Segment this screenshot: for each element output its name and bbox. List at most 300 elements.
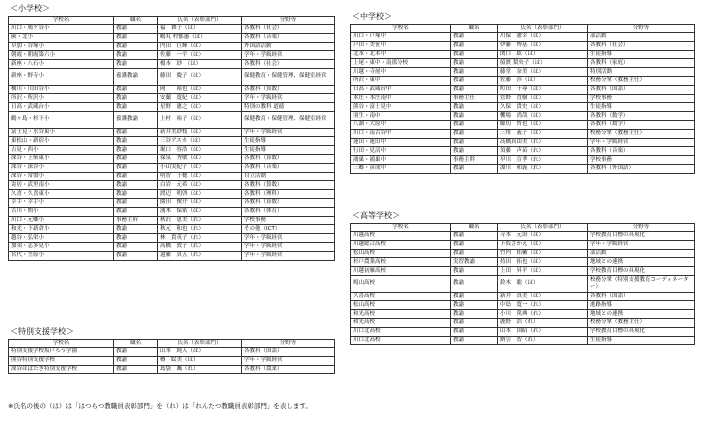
table-row bbox=[9, 365, 335, 374]
position-cell: 教諭 bbox=[114, 42, 158, 51]
table-row bbox=[351, 240, 695, 249]
position-cell: 事務主任 bbox=[451, 94, 498, 103]
table-row bbox=[351, 327, 695, 336]
name-cell: 三谷アスカ（は） bbox=[158, 137, 242, 146]
field-cell: 部活動 bbox=[588, 249, 695, 258]
position-cell: 教諭 bbox=[451, 336, 498, 345]
table-row bbox=[9, 234, 335, 243]
col-header-name: 氏名（表彰部門） bbox=[158, 340, 242, 348]
table-row bbox=[351, 59, 695, 68]
school-cell: 三郷・彦成中 bbox=[351, 164, 451, 173]
field-cell: 各教科（社会） bbox=[242, 60, 335, 69]
school-cell: 朝霞・朝霞第六小 bbox=[9, 51, 114, 60]
school-cell: 鴻巣・鴻巣中 bbox=[351, 156, 451, 165]
name-cell: 白岩 元希（は） bbox=[158, 181, 242, 190]
table-row bbox=[351, 164, 695, 173]
table-row bbox=[9, 42, 335, 51]
name-cell: 船渡 梨央子（は） bbox=[498, 59, 588, 68]
table-row bbox=[351, 249, 695, 258]
table-row bbox=[9, 348, 335, 357]
junior-table bbox=[350, 24, 695, 174]
table-row bbox=[351, 76, 695, 85]
name-cell: 須藤 声苗（れ） bbox=[498, 147, 588, 156]
position-cell: 教諭 bbox=[451, 147, 498, 156]
field-cell: 各教科（家庭） bbox=[588, 59, 695, 68]
col-header-position: 職名 bbox=[451, 224, 498, 232]
field-cell: 生徒指導 bbox=[588, 103, 695, 112]
field-cell: 校務分掌（教務主任） bbox=[588, 318, 695, 327]
position-cell: 教諭 bbox=[451, 301, 498, 310]
name-cell: 小川 篤典（れ） bbox=[498, 310, 588, 319]
position-cell: 教諭 bbox=[114, 154, 158, 163]
name-cell: 鯨切 哲也（は） bbox=[498, 120, 588, 129]
position-cell: 教諭 bbox=[114, 94, 158, 103]
col-header-position: 職名 bbox=[114, 17, 158, 25]
name-cell: 安蘭 寛紀（は） bbox=[158, 94, 242, 103]
position-cell: 教諭 bbox=[451, 249, 498, 258]
field-cell: 学年・学級経営 bbox=[242, 128, 335, 137]
position-cell: 教諭 bbox=[451, 59, 498, 68]
name-cell: 藤堂 奈美（は） bbox=[498, 68, 588, 77]
table-row bbox=[351, 129, 695, 138]
position-cell: 教諭 bbox=[114, 190, 158, 199]
table-row bbox=[9, 146, 335, 155]
name-cell: 浦木 保依（は） bbox=[158, 207, 242, 216]
table-row bbox=[351, 258, 695, 267]
field-cell: 各教科（算数） bbox=[242, 198, 335, 207]
table-row bbox=[9, 172, 335, 181]
position-cell: 教諭 bbox=[451, 129, 498, 138]
name-cell: 保泉 秀敏（は） bbox=[158, 154, 242, 163]
position-cell: 教諭 bbox=[114, 60, 158, 69]
school-cell: 久喜・久喜東小 bbox=[9, 190, 114, 199]
position-cell: 教諭 bbox=[114, 128, 158, 137]
school-cell: 吉川・関小 bbox=[9, 207, 114, 216]
school-cell: 富士見・水谷東小 bbox=[9, 128, 114, 137]
field-cell: 進路指導 bbox=[588, 301, 695, 310]
school-cell: 行田・見沼中 bbox=[351, 147, 451, 156]
position-cell: 教諭 bbox=[114, 365, 158, 374]
position-cell: 教諭 bbox=[114, 103, 158, 112]
table-row bbox=[9, 137, 335, 146]
position-cell: 教諭 bbox=[451, 275, 498, 292]
school-cell: 松山高校 bbox=[351, 249, 451, 258]
table-row bbox=[9, 181, 335, 190]
high-table bbox=[350, 223, 695, 345]
field-cell: 各教科（農業） bbox=[242, 365, 335, 374]
school-cell: 上尾・東中・南那分校 bbox=[351, 59, 451, 68]
school-cell: 川越・寺尾中 bbox=[351, 68, 451, 77]
school-cell: 川口・戸塚中 bbox=[351, 33, 451, 42]
school-cell: 羽生・南中 bbox=[351, 112, 451, 121]
position-cell: 教諭 bbox=[451, 292, 498, 301]
field-cell: 学年・学級経営 bbox=[242, 242, 335, 251]
table-row bbox=[351, 33, 695, 42]
table-row bbox=[9, 198, 335, 207]
school-cell: 東松山・新宿小 bbox=[9, 137, 114, 146]
table-row bbox=[351, 41, 695, 50]
name-cell: 鶴丸 村郁惠（は） bbox=[158, 33, 242, 42]
table-row bbox=[9, 251, 335, 260]
table-row bbox=[351, 275, 695, 292]
name-cell: 佐藤 涉（は） bbox=[498, 76, 588, 85]
table-row bbox=[351, 94, 695, 103]
school-cell: 川口・南古谷中 bbox=[351, 129, 451, 138]
table-row bbox=[9, 216, 335, 225]
position-cell: 教諭 bbox=[451, 310, 498, 319]
position-cell: 教諭 bbox=[451, 76, 498, 85]
table-row bbox=[9, 111, 335, 128]
table-row bbox=[9, 163, 335, 172]
col-header-school: 学校名 bbox=[9, 340, 114, 348]
school-cell: 幸手・幸手小 bbox=[9, 198, 114, 207]
school-cell: 寄居・武里南小 bbox=[9, 181, 114, 190]
position-cell: 教諭 bbox=[114, 181, 158, 190]
school-cell: 特別支援学校坂戸ろう学園 bbox=[9, 348, 114, 357]
high-title: ＜高等学校＞ bbox=[352, 211, 400, 220]
field-cell: 各教科（音楽） bbox=[242, 33, 335, 42]
col-header-school: 学校名 bbox=[351, 224, 451, 232]
school-cell: 熊谷・富士見中 bbox=[351, 103, 451, 112]
junior-title: ＜中学校＞ bbox=[352, 12, 392, 21]
school-cell: 宮代・笠原小 bbox=[9, 251, 114, 260]
position-cell: 教諭 bbox=[114, 33, 158, 42]
table-row bbox=[351, 301, 695, 310]
field-cell: 地域との連携 bbox=[588, 310, 695, 319]
name-cell: 星野 憲之（は） bbox=[158, 103, 242, 112]
name-cell: 饗場 尚哉（は） bbox=[498, 112, 588, 121]
school-cell: 日高・武蔵台小 bbox=[9, 103, 114, 112]
position-cell: 教諭 bbox=[114, 146, 158, 155]
table-row bbox=[351, 103, 695, 112]
field-cell: 保健教育・保健管理、保健室経営 bbox=[242, 68, 335, 85]
name-cell: 寺本 元治（は） bbox=[498, 232, 588, 241]
position-cell: 教諭 bbox=[114, 51, 158, 60]
field-cell: 学校事務 bbox=[588, 94, 695, 103]
field-cell: 生徒指導 bbox=[588, 50, 695, 59]
table-row bbox=[9, 60, 335, 69]
footnote: ※氏名の後の（は）は「はつらつ教職員表彰部門」を（れ）は「れんたつ教職員表彰部門」を表します。 bbox=[8, 402, 312, 410]
school-cell: 戸田・美笹中 bbox=[351, 41, 451, 50]
position-cell: 教諭 bbox=[451, 327, 498, 336]
position-cell: 教諭 bbox=[114, 356, 158, 365]
school-cell: 川口北高校 bbox=[351, 327, 451, 336]
name-cell: 町田 千尋（は） bbox=[498, 85, 588, 94]
name-cell: 秋元 和也（れ） bbox=[158, 225, 242, 234]
school-cell: 鶴ヶ島・杉下小 bbox=[9, 111, 114, 128]
school-cell: 蓮田・蓮田中 bbox=[351, 138, 451, 147]
school-cell: 本庄・本庄南中 bbox=[351, 94, 451, 103]
table-row bbox=[351, 292, 695, 301]
name-cell: 堀口 容浩（は） bbox=[158, 146, 242, 155]
school-cell: 吉見・西小 bbox=[9, 146, 114, 155]
field-cell: 各教科（体育） bbox=[242, 207, 335, 216]
school-cell: 蕨・北小 bbox=[9, 33, 114, 42]
field-cell: 生徒指導 bbox=[588, 336, 695, 345]
school-cell: 和光・下新倉小 bbox=[9, 225, 114, 234]
field-cell: 学年・学級経営 bbox=[242, 251, 335, 260]
name-cell: 新井美紗枝（は） bbox=[158, 128, 242, 137]
field-cell: 部活動 bbox=[588, 33, 695, 42]
field-cell: 学校事務 bbox=[588, 156, 695, 165]
position-cell: 教諭 bbox=[451, 112, 498, 121]
col-header-position: 職名 bbox=[114, 340, 158, 348]
table-row bbox=[351, 336, 695, 345]
school-cell: 越谷・弘栄小 bbox=[9, 234, 114, 243]
school-cell: 熊谷特別支援学校 bbox=[9, 356, 114, 365]
name-cell: 早川 宣孝（れ） bbox=[498, 156, 588, 165]
position-cell: 教諭 bbox=[114, 163, 158, 172]
school-cell: 草加・谷塚小 bbox=[9, 42, 114, 51]
position-cell: 教諭 bbox=[114, 85, 158, 94]
school-cell: 深谷・深谷小 bbox=[9, 163, 114, 172]
field-cell: 学年・学級経営 bbox=[242, 51, 335, 60]
name-cell: 新井 真美（は） bbox=[498, 292, 588, 301]
table-row bbox=[351, 147, 695, 156]
col-header-name: 氏名（表彰部門） bbox=[498, 224, 588, 232]
name-cell: 樽 絵美（は） bbox=[158, 356, 242, 365]
position-cell: 事務主幹 bbox=[451, 156, 498, 165]
name-cell: 高橋 敦子（れ） bbox=[158, 242, 242, 251]
field-cell: 特別の教科 道徳 bbox=[242, 103, 335, 112]
name-cell: 榎本 紗 （は） bbox=[158, 60, 242, 69]
special-table bbox=[8, 339, 335, 374]
school-cell: 新座・野寺小 bbox=[9, 68, 114, 85]
school-cell: 川口・元郷小 bbox=[9, 216, 114, 225]
school-cell: 日高・武蔵台中 bbox=[351, 85, 451, 94]
table-row bbox=[9, 128, 335, 137]
table-row bbox=[351, 232, 695, 241]
school-cell: 和光高校 bbox=[351, 310, 451, 319]
table-row bbox=[351, 120, 695, 129]
field-cell: 校務分掌（特別支援教育コーディネーター） bbox=[588, 275, 695, 292]
name-cell: 福 舞子（は） bbox=[158, 25, 242, 34]
field-cell: 生徒指導 bbox=[242, 146, 335, 155]
table-row bbox=[9, 242, 335, 251]
school-cell: 和光高校 bbox=[351, 318, 451, 327]
school-cell: 久喜高校 bbox=[351, 292, 451, 301]
position-cell: 教諭 bbox=[114, 251, 158, 260]
position-cell: 教諭 bbox=[451, 138, 498, 147]
position-cell: 教諭 bbox=[114, 207, 158, 216]
position-cell: 養護教諭 bbox=[114, 111, 158, 128]
field-cell: 各教科（数学） bbox=[588, 112, 695, 121]
school-cell: 深谷・常盤小 bbox=[9, 172, 114, 181]
name-cell: 川保 憲幸（は） bbox=[498, 33, 588, 42]
name-cell: 渡辺 明啓（は） bbox=[158, 190, 242, 199]
name-cell: 菅野 直樹（は） bbox=[498, 94, 588, 103]
name-cell: 上村 裕子（は） bbox=[158, 111, 242, 128]
col-header-field: 分野等 bbox=[588, 224, 695, 232]
position-cell: 事務主幹 bbox=[114, 216, 158, 225]
table-row bbox=[351, 112, 695, 121]
name-cell: 岡 裕也（は） bbox=[158, 85, 242, 94]
name-cell: 伊藤 博基（は） bbox=[498, 41, 588, 50]
position-cell: 教諭 bbox=[451, 120, 498, 129]
table-row bbox=[9, 68, 335, 85]
field-cell: 各教科（外国語） bbox=[588, 164, 695, 173]
field-cell: 各教科（国語） bbox=[588, 292, 695, 301]
position-cell: 教諭 bbox=[451, 33, 498, 42]
field-cell: 各教科（算数） bbox=[242, 154, 335, 163]
col-header-field: 分野等 bbox=[588, 25, 695, 33]
school-cell: 北本・北本中 bbox=[351, 50, 451, 59]
position-cell: 教諭 bbox=[451, 240, 498, 249]
position-cell: 教諭 bbox=[451, 267, 498, 276]
position-cell: 教諭 bbox=[114, 172, 158, 181]
field-cell: 地域との連携 bbox=[588, 258, 695, 267]
table-row bbox=[351, 50, 695, 59]
name-cell: 遠藤 真五（れ） bbox=[158, 251, 242, 260]
table-row bbox=[9, 356, 335, 365]
field-cell: 各教科（社会） bbox=[588, 41, 695, 50]
name-cell: 鹿野 浩（れ） bbox=[498, 318, 588, 327]
school-cell: 加須・志多見小 bbox=[9, 242, 114, 251]
name-cell: 園田 俊介（は） bbox=[158, 198, 242, 207]
position-cell: 教諭 bbox=[114, 198, 158, 207]
field-cell: 各教科（国語） bbox=[588, 85, 695, 94]
field-cell: 学年・学級経営 bbox=[242, 234, 335, 243]
field-cell: 各教科（数学） bbox=[588, 120, 695, 129]
field-cell: 学校教育目標の具現化 bbox=[588, 327, 695, 336]
table-row bbox=[351, 68, 695, 77]
name-cell: 鈴木 聡（は） bbox=[498, 275, 588, 292]
school-cell: 新座・八石小 bbox=[9, 60, 114, 69]
field-cell: 校務分掌（教務主任） bbox=[588, 129, 695, 138]
table-row bbox=[9, 25, 335, 34]
position-cell: 教諭 bbox=[451, 164, 498, 173]
field-cell: 学校教育目標の具現化 bbox=[588, 267, 695, 276]
field-cell: 各教科（算数） bbox=[242, 85, 335, 94]
table-row bbox=[351, 156, 695, 165]
field-cell: 各教科（国語） bbox=[242, 348, 335, 357]
field-cell: 各教科（理科） bbox=[242, 190, 335, 199]
position-cell: 教諭 bbox=[451, 68, 498, 77]
table-row bbox=[351, 85, 695, 94]
field-cell: 学校教育目標の具現化 bbox=[588, 232, 695, 241]
field-cell: 各教科（音楽） bbox=[588, 147, 695, 156]
name-cell: 秋沢 恵美（れ） bbox=[158, 216, 242, 225]
name-cell: 上田 昇平（は） bbox=[498, 267, 588, 276]
position-cell: 養護教諭 bbox=[114, 68, 158, 85]
field-cell: その他（ICT） bbox=[242, 225, 335, 234]
school-cell: 八潮・大原中 bbox=[351, 120, 451, 129]
position-cell: 教諭 bbox=[114, 137, 158, 146]
field-cell: 学年・学級経営 bbox=[242, 356, 335, 365]
field-cell: 特別活動 bbox=[588, 68, 695, 77]
field-cell: 学年・学級経営 bbox=[588, 138, 695, 147]
elementary-table bbox=[8, 16, 335, 261]
col-header-name: 氏名（表彰部門） bbox=[158, 17, 242, 25]
position-cell: 教諭 bbox=[451, 232, 498, 241]
school-cell: 所沢・東中 bbox=[351, 76, 451, 85]
name-cell: 林 貴英子（れ） bbox=[158, 234, 242, 243]
school-cell: 川越総合高校 bbox=[351, 240, 451, 249]
name-cell: 関口 紘（は） bbox=[498, 50, 588, 59]
position-cell: 教諭 bbox=[114, 225, 158, 234]
table-row bbox=[351, 310, 695, 319]
school-cell: 川越高校 bbox=[351, 232, 451, 241]
position-cell: 教諭 bbox=[451, 103, 498, 112]
name-cell: 明智 千穂（は） bbox=[158, 172, 242, 181]
name-cell: 竹内 佑輔（は） bbox=[498, 249, 588, 258]
field-cell: 外国語活動 bbox=[242, 42, 335, 51]
col-header-field: 分野等 bbox=[242, 17, 335, 25]
name-cell: 山本 国昭（れ） bbox=[498, 327, 588, 336]
table-row bbox=[9, 94, 335, 103]
table-row bbox=[351, 138, 695, 147]
field-cell: 校務分掌（教務主任） bbox=[588, 76, 695, 85]
name-cell: 淵川 和義（れ） bbox=[498, 164, 588, 173]
col-header-school: 学校名 bbox=[9, 17, 114, 25]
position-cell: 実習教諭 bbox=[451, 258, 498, 267]
name-cell: 内田 巨輝（は） bbox=[158, 42, 242, 51]
name-cell: 下坂さかえ（は） bbox=[498, 240, 588, 249]
school-cell: 川口・鳩ケ谷小 bbox=[9, 25, 114, 34]
school-cell: 桶川・川田谷小 bbox=[9, 85, 114, 94]
field-cell: 学年・学級経営 bbox=[242, 94, 335, 103]
field-cell: 保健教育・保健管理、保健室経営 bbox=[242, 111, 335, 128]
col-header-name: 氏名（表彰部門） bbox=[498, 25, 588, 33]
name-cell: 佐藤 一平（は） bbox=[158, 51, 242, 60]
table-row bbox=[9, 33, 335, 42]
table-row bbox=[351, 318, 695, 327]
school-cell: 所沢・所沢小 bbox=[9, 94, 114, 103]
table-row bbox=[9, 51, 335, 60]
field-cell: 各教科（社会） bbox=[242, 25, 335, 34]
position-cell: 教諭 bbox=[451, 85, 498, 94]
table-row bbox=[9, 225, 335, 234]
special-title: ＜特別支援学校＞ bbox=[10, 327, 74, 336]
field-cell: 生徒指導 bbox=[242, 137, 335, 146]
field-cell: 自立活動 bbox=[242, 172, 335, 181]
name-cell: 小山実紀子（は） bbox=[158, 163, 242, 172]
table-row bbox=[9, 103, 335, 112]
table-row bbox=[351, 267, 695, 276]
name-cell: 山本 純人（は） bbox=[158, 348, 242, 357]
position-cell: 教諭 bbox=[114, 25, 158, 34]
field-cell: 各教科（算数） bbox=[242, 181, 335, 190]
field-cell: 学校事務 bbox=[242, 216, 335, 225]
name-cell: 久保 貴史（は） bbox=[498, 103, 588, 112]
table-row bbox=[9, 154, 335, 163]
position-cell: 教諭 bbox=[451, 41, 498, 50]
name-cell: 中島 寛一（れ） bbox=[498, 301, 588, 310]
name-cell: 持田 拓也（は） bbox=[498, 258, 588, 267]
name-cell: 三角 義子（は） bbox=[498, 129, 588, 138]
name-cell: 高橋真由美（れ） bbox=[498, 138, 588, 147]
school-cell: 松山高校 bbox=[351, 301, 451, 310]
name-cell: 藤田 慶子（は） bbox=[158, 68, 242, 85]
school-cell: 深谷はばたき特別支援学校 bbox=[9, 365, 114, 374]
school-cell: 川越初雁高校 bbox=[351, 267, 451, 276]
col-header-school: 学校名 bbox=[351, 25, 451, 33]
position-cell: 教諭 bbox=[114, 348, 158, 357]
position-cell: 教諭 bbox=[451, 318, 498, 327]
school-cell: 川口北高校 bbox=[351, 336, 451, 345]
school-cell: 鳩山高校 bbox=[351, 275, 451, 292]
table-row bbox=[9, 190, 335, 199]
field-cell: 学年・学級経営 bbox=[588, 240, 695, 249]
school-cell: 深谷・上柴東小 bbox=[9, 154, 114, 163]
table-row bbox=[9, 85, 335, 94]
name-cell: 島袋 颯（れ） bbox=[158, 365, 242, 374]
position-cell: 教諭 bbox=[451, 50, 498, 59]
school-cell: 杉戸農業高校 bbox=[351, 258, 451, 267]
name-cell: 納引 智（れ） bbox=[498, 336, 588, 345]
position-cell: 教諭 bbox=[114, 234, 158, 243]
table-row bbox=[9, 207, 335, 216]
